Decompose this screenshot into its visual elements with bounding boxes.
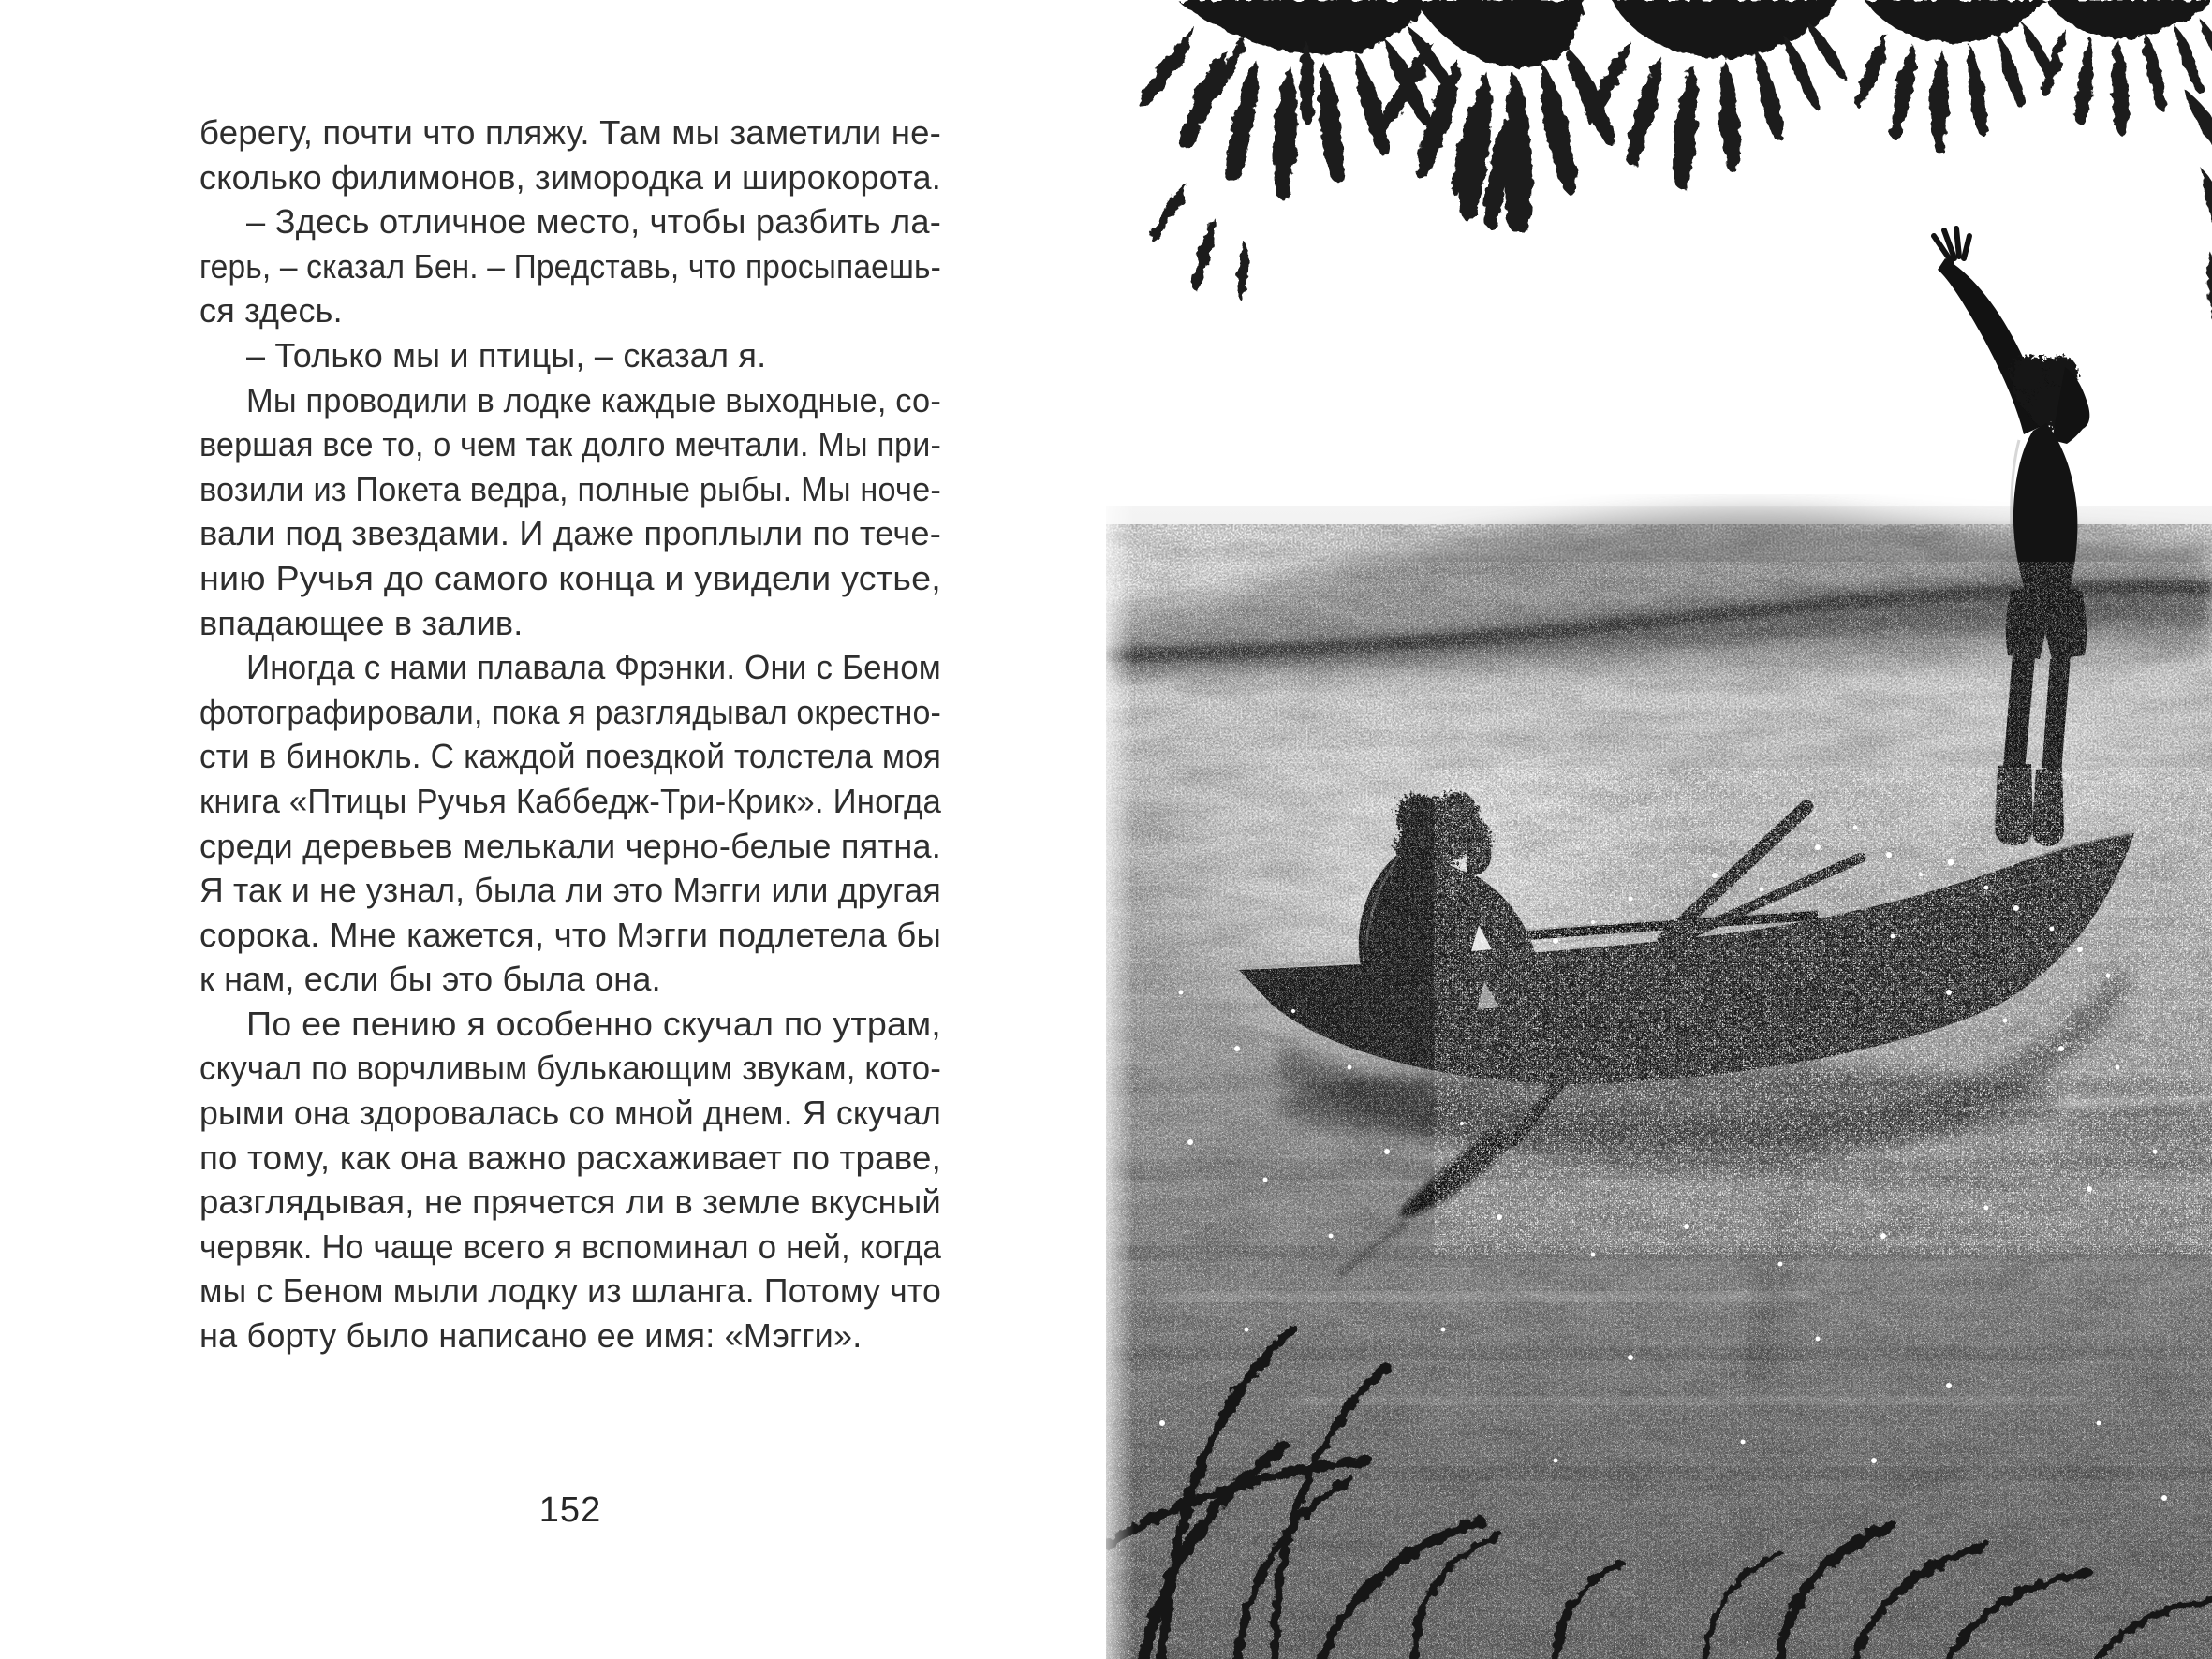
text-line: к нам, если бы это была она. xyxy=(199,960,661,999)
text-line: на борту было написано ее имя: «Мэгги». xyxy=(199,1316,863,1356)
text-line: по тому, как она важно расхаживает по траве, xyxy=(199,1138,942,1177)
text-line: сорока. Мне кажется, что Мэгги подлетела бы xyxy=(199,915,941,954)
text-line: скучал по ворчливым булькающим звукам, кото- xyxy=(199,1049,941,1088)
text-line: По ее пению я особенно скучал по утрам, xyxy=(246,1004,941,1043)
text-line: возили из Покета ведра, полные рыбы. Мы ноче- xyxy=(199,469,941,508)
text-line: Иногда с нами плавала Фрэнки. Они с Беном xyxy=(246,648,941,687)
page-number: 152 xyxy=(538,1490,602,1530)
text-line: вершая все то, о чем так долго мечтали. Мы при- xyxy=(199,425,941,464)
text-line: сколько филимонов, зимородка и широкорота. xyxy=(199,157,941,197)
text-line: книга «Птицы Ручья Каббедж-Три-Крик». Иногда xyxy=(199,781,941,820)
text-line: – Только мы и птицы, – сказал я. xyxy=(246,335,767,374)
standing-figure-hand xyxy=(1934,228,1969,262)
text-line: нию Ручья до самого конца и увидели устье, xyxy=(199,558,941,597)
text-line: герь, – сказал Бен. – Представь, что просыпаешь- xyxy=(199,246,941,286)
text-line: сти в бинокль. С каждой поездкой толстела моя xyxy=(199,737,941,776)
text-line: мы с Беном мыли лодку из шланга. Потому что xyxy=(199,1271,941,1311)
text-line: Мы проводили в лодке каждые выходные, со- xyxy=(246,380,941,419)
illustration xyxy=(1106,0,2212,1659)
text-line: разглядывая, не прячется ли в земле вкусный xyxy=(199,1182,941,1222)
text-line: Я так и не узнал, была ли это Мэгги или другая xyxy=(199,871,941,910)
page-text-column xyxy=(199,110,941,1358)
text-line: вали под звездами. И даже проплыли по тече- xyxy=(199,514,941,553)
text-line: фотографировали, пока я разглядывал окрестно- xyxy=(199,692,941,731)
text-line: среди деревьев мелькали черно-белые пятна. xyxy=(199,826,941,865)
text-line: – Здесь отличное место, чтобы разбить ла- xyxy=(246,202,941,242)
text-line: ся здесь. xyxy=(199,291,343,330)
water-sparkles xyxy=(1106,562,2212,1659)
text-line: червяк. Но чаще всего я вспоминал о ней, когда xyxy=(199,1226,941,1266)
foliage xyxy=(1134,0,2212,344)
text-line: впадающее в залив. xyxy=(199,603,524,642)
text-line: берегу, почти что пляжу. Там мы заметили не- xyxy=(199,113,941,152)
text-line: рыми она здоровалась со мной днем. Я скучал xyxy=(199,1094,941,1133)
